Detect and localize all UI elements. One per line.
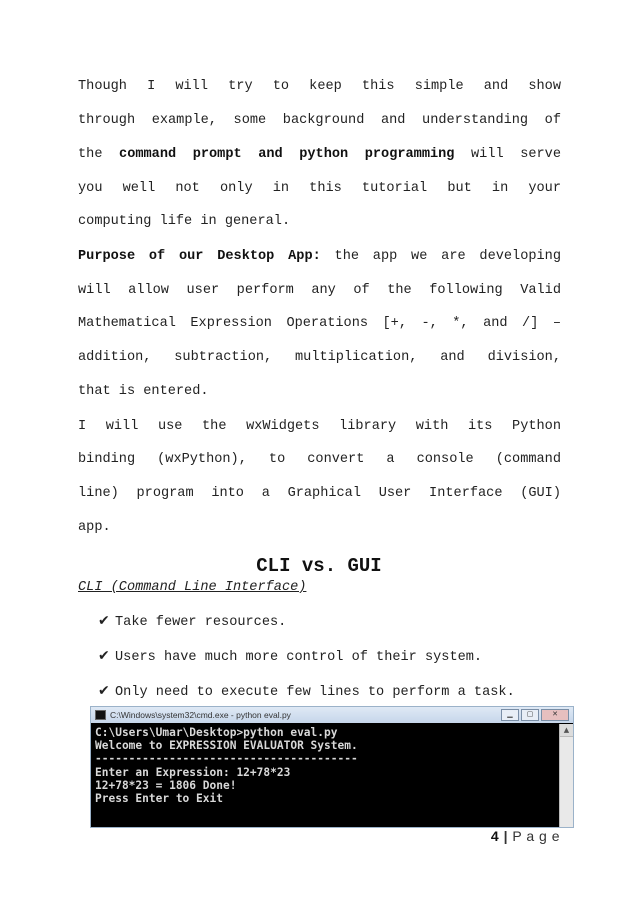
bullet-text: Take fewer resources. — [115, 615, 287, 630]
close-icon: ✕ — [541, 709, 569, 721]
para2-line3: Mathematical Expression Operations [+, -, *, and /] – — [78, 316, 561, 331]
para2-line1-bold: Purpose of our Desktop App: — [78, 249, 321, 264]
para1-line3-pre: the — [78, 147, 120, 162]
bullet-item — [98, 647, 482, 667]
para1-line3-bold: command prompt and python programming — [119, 147, 455, 162]
console-line: 12+78*23 = 1806 Done! — [95, 778, 237, 792]
bullet-item — [98, 612, 286, 632]
minimize-icon: ▁ — [501, 709, 519, 721]
para1-line1: Though I will try to keep this simple and show — [78, 79, 561, 94]
checkmark-icon: ✔ — [98, 648, 110, 664]
para3-line1: I will use the wxWidgets library with its Python — [78, 419, 561, 434]
section-heading: CLI vs. GUI — [256, 555, 382, 577]
para1-line3 — [78, 146, 561, 164]
bullet-text: Users have much more control of their system. — [115, 650, 483, 665]
console-title: C:\Windows\system32\cmd.exe - python eval.py — [110, 710, 291, 720]
scroll-up-icon: ▲ — [560, 724, 573, 737]
cli-subheading: CLI (Command Line Interface) — [78, 580, 307, 595]
console-window-screenshot — [90, 706, 574, 828]
footer-separator: | — [503, 828, 508, 844]
console-line: Enter an Expression: 12+78*23 — [95, 765, 291, 779]
console-line: --------------------------------------- — [95, 752, 358, 766]
para1-line5: computing life in general. — [78, 214, 291, 229]
bullet-item — [98, 682, 515, 702]
console-titlebar — [91, 707, 573, 723]
para2-line1 — [78, 248, 561, 266]
page-label: P a g e — [512, 828, 560, 844]
para1-line4: you well not only in this tutorial but in your — [78, 181, 561, 196]
cmd-icon — [95, 710, 106, 720]
para3-line3: line) program into a Graphical User Interface (GUI) — [78, 486, 561, 501]
para2-line5: that is entered. — [78, 384, 209, 399]
para3-line4: app. — [78, 520, 111, 535]
page-number: 4 — [490, 828, 500, 844]
para2-line1-post: the app we are developing — [320, 249, 561, 264]
para2-line4: addition, subtraction, multiplication, and division, — [78, 350, 561, 365]
para1-line3-post: will serve — [454, 147, 561, 162]
console-output — [91, 723, 573, 805]
bullet-text: Only need to execute few lines to perform a task. — [115, 685, 515, 700]
console-line: Press Enter to Exit — [95, 792, 223, 806]
para1-line2: through example, some background and understanding of — [78, 113, 561, 128]
para3-line2: binding (wxPython), to convert a console (command — [78, 452, 561, 467]
maximize-icon: ▢ — [521, 709, 539, 721]
checkmark-icon: ✔ — [98, 683, 110, 699]
page-footer — [491, 828, 560, 844]
console-scrollbar — [559, 724, 573, 827]
console-line: C:\Users\Umar\Desktop>python eval.py — [95, 726, 338, 739]
para2-line2: will allow user perform any of the following Valid — [78, 283, 561, 298]
console-line: Welcome to EXPRESSION EVALUATOR System. — [95, 739, 358, 753]
checkmark-icon: ✔ — [98, 613, 110, 629]
